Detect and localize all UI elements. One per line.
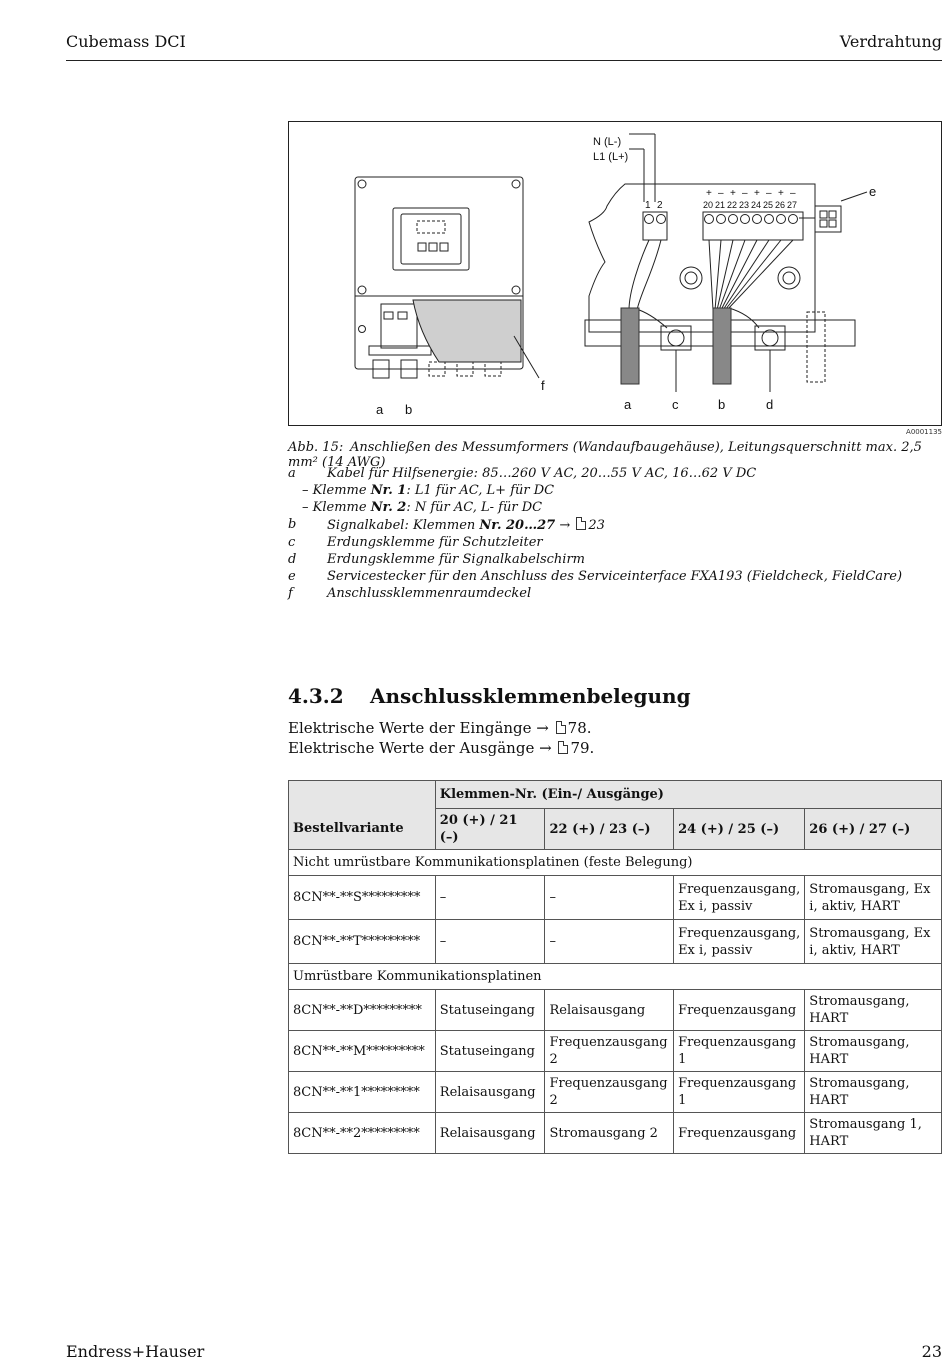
power-cable <box>621 308 639 384</box>
table-group-row <box>289 964 942 990</box>
reference-text: Elektrische Werte der Eingänge → <box>288 719 554 737</box>
legend-text: Erdungsklemme für Schutzleiter <box>327 535 543 550</box>
table-cell: 8CN**-**M********* <box>289 1031 436 1072</box>
footer-company: Endress+Hauser <box>66 1342 205 1361</box>
legend-text: Erdungsklemme für Signalkabelschirm <box>327 552 585 567</box>
page-reference-link[interactable]: 23 <box>588 518 605 533</box>
table-cell: Frequenzausgang 2 <box>545 1031 674 1072</box>
label-left-a: a <box>376 402 384 417</box>
table-cell: Frequenzausgang 2 <box>545 1072 674 1113</box>
table-row <box>289 920 942 964</box>
legend-subitem <box>288 482 902 499</box>
legend-text-bold: Nr. 20…27 <box>479 518 556 533</box>
table-cell: Stromausgang, Ex i, aktiv, HART <box>805 876 942 920</box>
terminal-sign-26: + <box>778 188 784 199</box>
section-title: Anschlussklemmenbelegung <box>370 684 691 708</box>
signal-cable <box>713 308 731 384</box>
terminal-25-label: 25 <box>763 200 774 210</box>
table-cell: Relaisausgang <box>435 1072 545 1113</box>
legend-text: Servicestecker für den Anschluss des Serviceinterface FXA193 (Fieldcheck, FieldCare) <box>327 569 903 584</box>
legend-subitem-bold: Nr. 1 <box>370 483 407 498</box>
reference-text: Elektrische Werte der Ausgänge → <box>288 739 557 757</box>
table-row <box>289 1031 942 1072</box>
legend-text: Signalkabel: Klemmen <box>327 518 480 533</box>
terminal-sign-23: – <box>742 188 748 199</box>
legend-text: Anschlussklemmenraumdeckel <box>327 586 532 601</box>
label-right-a: a <box>624 397 632 412</box>
page-reference-link[interactable]: 79. <box>570 739 595 757</box>
table-header-cell: 22 (+) / 23 (–) <box>545 809 674 850</box>
terminal-sign-27: – <box>790 188 796 199</box>
figure-id: A0001135 <box>906 428 942 436</box>
label-right-b: b <box>718 397 726 412</box>
label-n-line: N (L-) <box>593 136 622 148</box>
legend-text: → <box>555 518 575 533</box>
label-right-d: d <box>766 397 774 412</box>
terminal-20-label: 20 <box>703 200 714 210</box>
label-l1-line: L1 (L+) <box>593 151 629 163</box>
table-header-cell <box>289 781 436 809</box>
legend-item-f <box>288 585 902 602</box>
table-cell: – <box>435 876 545 920</box>
page-reference-icon <box>558 741 568 754</box>
legend-subitem-text: – Klemme <box>302 483 371 498</box>
terminal-sign-21: – <box>718 188 724 199</box>
terminal-sign-20: + <box>706 188 712 199</box>
legend-item-d <box>288 551 902 568</box>
terminal-26-label: 26 <box>775 200 786 210</box>
table-group-label: Nicht umrüstbare Kommunikationsplatinen (feste Belegung) <box>289 850 942 876</box>
legend-key: b <box>288 517 297 532</box>
caption-text: Anschließen des Messumformers (Wandaufbaugehäuse), Leitungsquerschnitt max. 2,5 mm² (14 AWG) <box>288 440 922 470</box>
terminal-2-label: 2 <box>657 200 663 211</box>
label-e: e <box>869 184 877 199</box>
table-cell: 8CN**-**S********* <box>289 876 436 920</box>
table-cell: Stromausgang, HART <box>805 1072 942 1113</box>
table-cell: Frequenzausgang 1 <box>674 1031 805 1072</box>
label-f: f <box>541 378 545 393</box>
caption-number: Abb. 15: <box>288 440 344 455</box>
table-cell: 8CN**-**D********* <box>289 990 436 1031</box>
wiring-figure <box>288 121 942 426</box>
legend-subitem-text: : L1 für AC, L+ für DC <box>406 483 555 498</box>
figure-legend <box>288 465 902 602</box>
table-cell: Stromausgang, HART <box>805 990 942 1031</box>
table-header-order-code: Bestellvariante <box>289 809 436 850</box>
legend-text: Kabel für Hilfsenergie: 85…260 V AC, 20…55 V AC, 16…62 V DC <box>327 466 757 481</box>
inputs-reference-line <box>288 718 594 738</box>
outputs-reference-line <box>288 738 594 758</box>
table-cell: – <box>545 876 674 920</box>
table-header-cell: 20 (+) / 21 (–) <box>435 809 545 850</box>
table-group-header: Klemmen-Nr. (Ein-/ Ausgänge) <box>435 781 941 809</box>
terminal-23-label: 23 <box>739 200 750 210</box>
section-heading <box>288 684 691 708</box>
legend-subitem <box>288 499 902 516</box>
header-chapter-title: Verdrahtung <box>839 32 942 51</box>
table-cell: Stromausgang, Ex i, aktiv, HART <box>805 920 942 964</box>
legend-key: a <box>288 466 296 481</box>
terminal-24-label: 24 <box>751 200 762 210</box>
legend-subitem-text: : N für AC, L- für DC <box>406 500 543 515</box>
footer-page-number: 23 <box>921 1342 942 1361</box>
wiring-diagram <box>289 122 943 427</box>
table-cell: Relaisausgang <box>545 990 674 1031</box>
table-cell: – <box>435 920 545 964</box>
table-header-cell: 24 (+) / 25 (–) <box>674 809 805 850</box>
terminal-sign-25: – <box>766 188 772 199</box>
terminal-sign-22: + <box>730 188 736 199</box>
legend-key: e <box>288 569 296 584</box>
table-cell: Stromausgang, HART <box>805 1031 942 1072</box>
legend-subitem-bold: Nr. 2 <box>370 500 407 515</box>
header-product-name: Cubemass DCI <box>66 32 186 51</box>
legend-key: d <box>288 552 297 567</box>
legend-subitem-text: – Klemme <box>302 500 371 515</box>
label-right-c: c <box>672 397 679 412</box>
table-header-row <box>289 809 942 850</box>
section-number: 4.3.2 <box>288 684 344 708</box>
table-cell: Frequenzausgang <box>674 1113 805 1154</box>
table-header-cell: 26 (+) / 27 (–) <box>805 809 942 850</box>
table-cell: 8CN**-**1********* <box>289 1072 436 1113</box>
terminal-1-label: 1 <box>645 200 651 211</box>
table-row <box>289 990 942 1031</box>
terminal-21-label: 21 <box>715 200 726 210</box>
legend-item-b <box>288 516 902 534</box>
transmitter-housing <box>355 177 539 378</box>
legend-key: c <box>288 535 296 550</box>
table-cell: Frequenzausgang 1 <box>674 1072 805 1113</box>
page-reference-icon <box>556 721 566 734</box>
label-left-b: b <box>405 402 413 417</box>
legend-key: f <box>288 586 293 601</box>
table-cell: Stromausgang 2 <box>545 1113 674 1154</box>
legend-item-e <box>288 568 902 585</box>
header-rule <box>66 60 942 61</box>
table-cell: 8CN**-**2********* <box>289 1113 436 1154</box>
table-cell: Statuseingang <box>435 1031 545 1072</box>
section-body <box>288 718 594 758</box>
terminal-assignment-table <box>288 780 942 1154</box>
page-reference-link[interactable]: 78. <box>567 719 592 737</box>
table-row <box>289 1072 942 1113</box>
table-cell: 8CN**-**T********* <box>289 920 436 964</box>
table-group-label: Umrüstbare Kommunikationsplatinen <box>289 964 942 990</box>
table-header-row <box>289 781 942 809</box>
legend-item-a <box>288 465 902 482</box>
page-reference-icon <box>576 517 586 530</box>
table-cell: Frequenzausgang <box>674 990 805 1031</box>
terminal-22-label: 22 <box>727 200 738 210</box>
terminal-27-label: 27 <box>787 200 798 210</box>
table-cell: Statuseingang <box>435 990 545 1031</box>
table-cell: Stromausgang 1, HART <box>805 1113 942 1154</box>
table-cell: Relaisausgang <box>435 1113 545 1154</box>
legend-item-c <box>288 534 902 551</box>
table-cell: Frequenzausgang, Ex i, passiv <box>674 876 805 920</box>
table-row <box>289 1113 942 1154</box>
table-group-row <box>289 850 942 876</box>
terminal-sign-24: + <box>754 188 760 199</box>
table-cell: – <box>545 920 674 964</box>
table-cell: Frequenzausgang, Ex i, passiv <box>674 920 805 964</box>
table-row <box>289 876 942 920</box>
